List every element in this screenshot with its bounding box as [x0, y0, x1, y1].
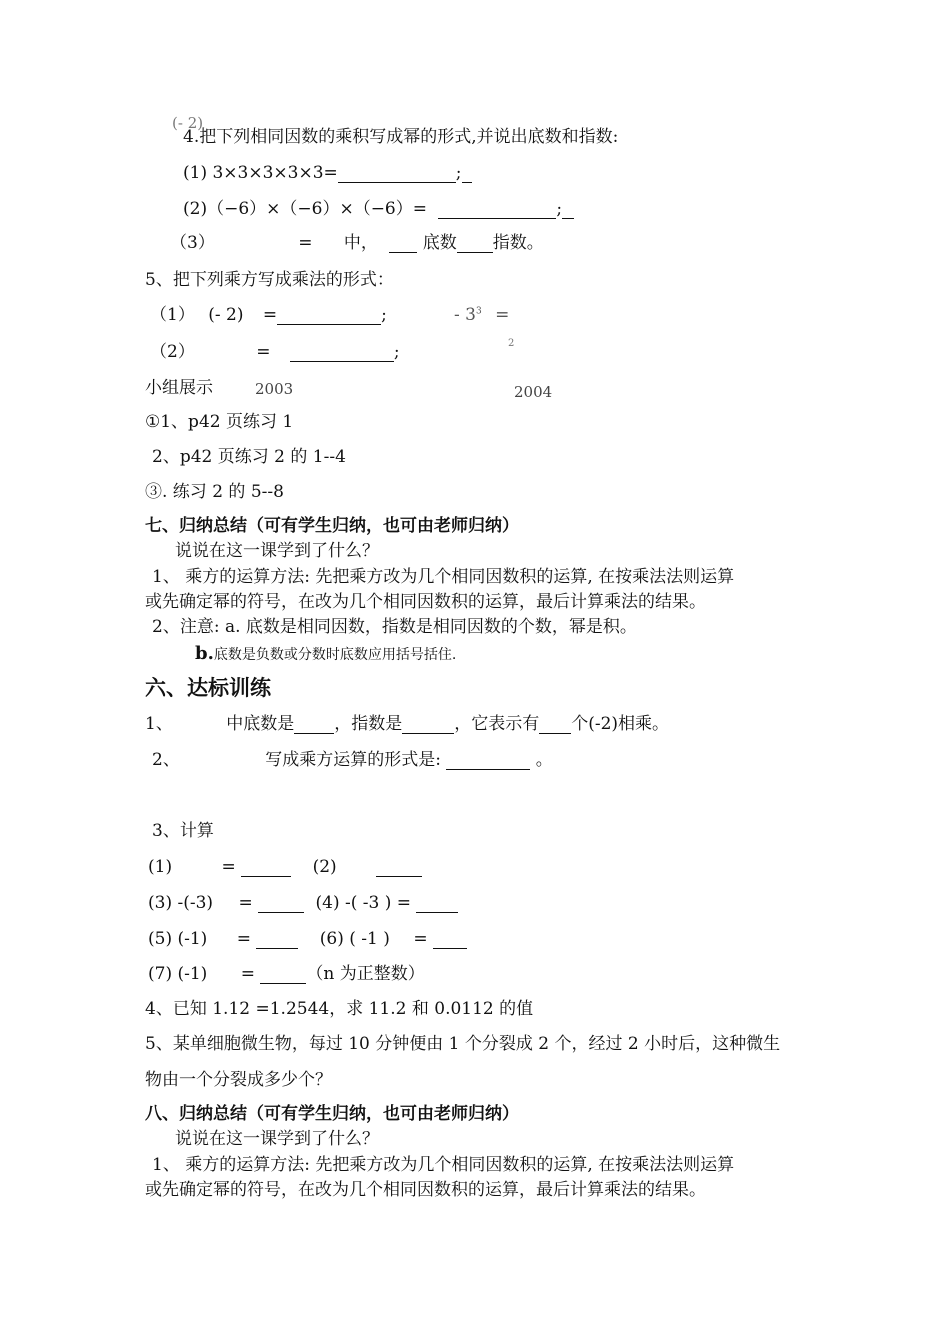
answer-blank[interactable] [277, 307, 381, 325]
p3-text: 底数是负数或分数时底数应用括号括住. [213, 647, 457, 663]
answer-blank[interactable] [338, 165, 456, 183]
punct: ; [455, 163, 462, 183]
c7-label: (7) (-1) [148, 964, 208, 984]
answer-blank[interactable] [402, 716, 454, 734]
q2-label: 2、 [152, 750, 180, 770]
calc-row3 [148, 929, 467, 949]
row2-eq: = [256, 342, 271, 362]
summary7-p1b: 或先确定幂的符号，在改为几个相同因数积的运算，最后计算乘法的结果。 [145, 592, 706, 612]
answer-blank[interactable] [539, 716, 571, 734]
faint-mark: 2 [508, 338, 515, 349]
summary8-question: 说说在这一课学到了什么？ [175, 1129, 379, 1149]
group-item2: 2、p42 页练习 2 的 1--4 [152, 447, 346, 467]
training6-heading: 六、达标训练 [145, 676, 271, 700]
answer-blank[interactable] [258, 895, 304, 913]
answer-blank[interactable] [256, 931, 298, 949]
summary8-p1b: 或先确定幂的符号，在改为几个相同因数积的运算，最后计算乘法的结果。 [145, 1180, 706, 1200]
punct: ; [393, 342, 400, 362]
q1-end: 个(-2)相乘。 [571, 714, 670, 734]
row1-right-eq: = [495, 305, 510, 325]
row1-eq: = [262, 305, 278, 325]
c2-label: (2) [312, 857, 337, 877]
item3-mid: 中， [343, 233, 378, 253]
section4-item1-expr: (1) 3×3×3×3×3= [183, 163, 338, 183]
calc-row4 [148, 964, 425, 984]
q1-rest: ，它表示有 [454, 714, 540, 734]
row1-right-expr: - 3 [454, 305, 476, 325]
summary7-p2: 2、注意: a. 底数是相同因数，指数是相同因数的个数，幂是积。 [152, 617, 637, 637]
answer-blank[interactable] [446, 752, 530, 770]
q2-text: 写成乘方运算的形式是: [265, 750, 441, 770]
training6-q4: 4、已知 1.12 =1.2544，求 11.2 和 0.0112 的值 [145, 999, 534, 1019]
training6-q3-title: 3、计算 [152, 821, 214, 841]
item3-exp: 指数。 [492, 233, 544, 253]
answer-blank[interactable] [260, 966, 306, 984]
q1-base: 中底数是 [226, 714, 295, 734]
c6-label: (6) ( -1 ) [319, 929, 390, 949]
answer-blank [462, 165, 472, 183]
answer-blank[interactable] [433, 931, 467, 949]
summary8-heading: 八、归纳总结（可有学生归纳，也可由老师归纳） [145, 1104, 519, 1124]
item3-base: 底数 [422, 233, 457, 253]
overlay-expression: (- 2) [172, 114, 204, 132]
c7-note: （n 为正整数） [306, 964, 425, 984]
answer-blank[interactable] [438, 201, 556, 219]
c6-eq: = [413, 929, 428, 949]
section5-row1-right [454, 305, 509, 325]
item3-label: （3） [170, 233, 215, 253]
row1-right-sup: 3 [475, 306, 482, 317]
section4-item2-expr: (2)（−6）×（−6）×（−6）= [183, 199, 427, 219]
training6-q1 [145, 714, 669, 734]
c5-label: (5) (-1) [148, 929, 208, 949]
section4-title: 4.把下列相同因数的乘积写成幂的形式,并说出底数和指数: [183, 127, 619, 147]
row2-label: （2） [150, 342, 195, 362]
p3-label: b. [195, 643, 214, 664]
c3-eq: = [238, 893, 253, 913]
calc-row2 [148, 893, 458, 913]
group-item3: ③. 练习 2 的 5--8 [145, 482, 284, 502]
c3-label: (3) -(-3) [148, 893, 214, 913]
answer-blank[interactable] [376, 859, 422, 877]
answer-blank [562, 201, 574, 219]
section4-item2 [183, 199, 574, 219]
base-blank[interactable] [389, 235, 417, 253]
section4-item3 [170, 233, 544, 253]
group-item1: ①1、p42 页练习 1 [145, 412, 294, 432]
section5-row1 [150, 305, 387, 325]
q2-end: 。 [535, 750, 553, 770]
c7-eq: = [240, 964, 255, 984]
row1-expr: (- 2) [208, 305, 244, 325]
exponent-blank[interactable] [457, 235, 493, 253]
punct: ; [556, 199, 563, 219]
faint-year: 2003 [255, 380, 294, 398]
summary7-p3 [195, 643, 456, 665]
faint-year: 2004 [514, 383, 553, 401]
row1-label: （1） [150, 305, 195, 325]
group-title: 小组展示 [145, 378, 213, 398]
answer-blank[interactable] [416, 895, 458, 913]
summary7-p1a: 1、 乘方的运算方法: 先把乘方改为几个相同因数积的运算, 在按乘法法则运算 [152, 567, 735, 587]
q1-exp: ，指数是 [334, 714, 403, 734]
calc-row1 [148, 857, 422, 877]
training6-q5a: 5、某单细胞微生物，每过 10 分钟便由 1 个分裂成 2 个，经过 2 小时后，这种微生 [145, 1034, 781, 1054]
section4-item1 [183, 163, 472, 183]
section5-row2 [150, 342, 400, 362]
q1-label: 1、 [145, 714, 173, 734]
training6-q2 [152, 750, 553, 770]
training6-q5b: 物由一个分裂成多少个？ [145, 1070, 332, 1090]
c5-eq: = [236, 929, 251, 949]
summary7-question: 说说在这一课学到了什么？ [175, 541, 379, 561]
item3-eq: = [298, 233, 313, 253]
punct: ; [381, 305, 387, 325]
section5-title: 5、把下列乘方写成乘法的形式： [145, 270, 394, 290]
summary7-heading: 七、归纳总结（可有学生归纳，也可由老师归纳） [145, 516, 519, 536]
c1-label: (1) [148, 857, 173, 877]
c4-label: (4) -( -3 ) = [315, 893, 412, 913]
answer-blank[interactable] [241, 859, 291, 877]
answer-blank[interactable] [294, 716, 334, 734]
c1-eq: = [221, 857, 236, 877]
summary8-p1a: 1、 乘方的运算方法: 先把乘方改为几个相同因数积的运算, 在按乘法法则运算 [152, 1155, 735, 1175]
answer-blank[interactable] [290, 344, 394, 362]
